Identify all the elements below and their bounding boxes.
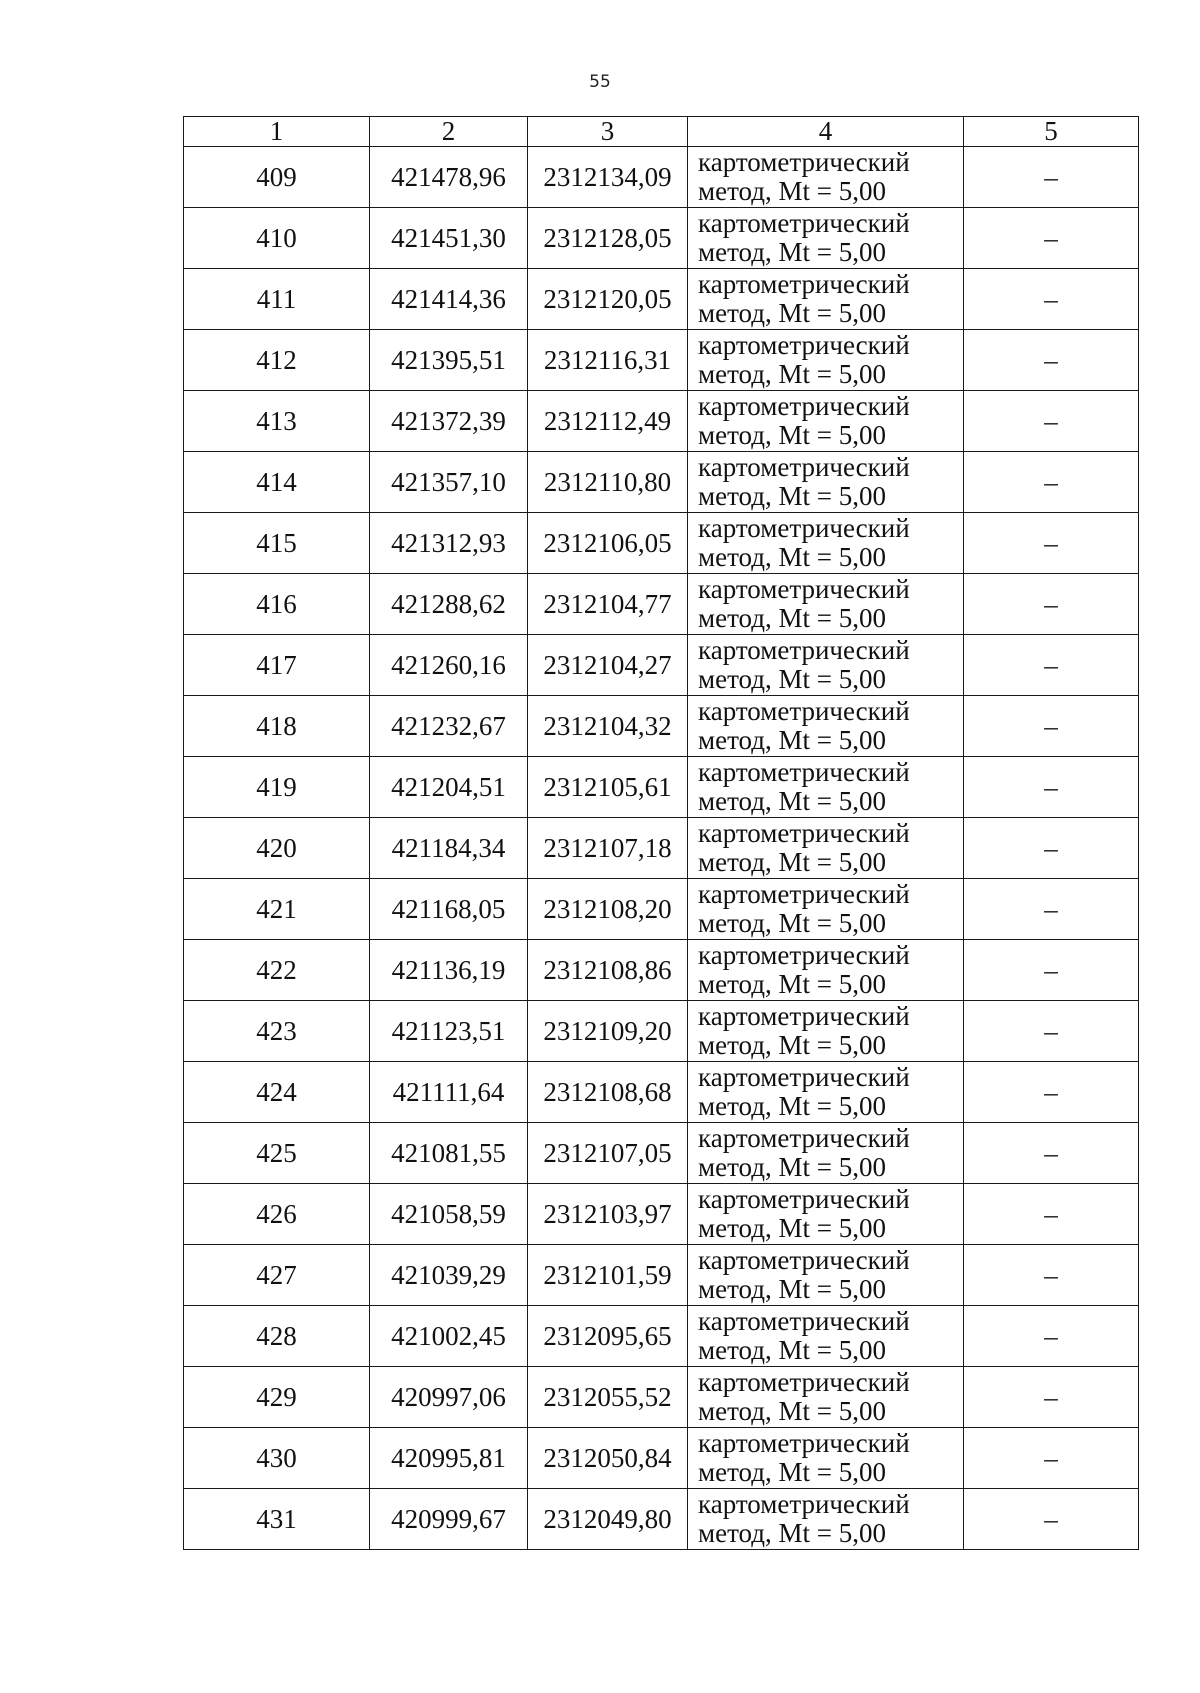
description-cell: – [964, 1123, 1139, 1184]
method-text-line1: картометрический [698, 391, 910, 421]
method-text-line2: метод, Mt = 5,00 [698, 420, 886, 450]
method-text-line2: метод, Mt = 5,00 [698, 847, 886, 877]
method-text-line1: картометрический [698, 208, 910, 238]
x-coordinate-cell: 421478,96 [370, 147, 528, 208]
method-text-line1: картометрический [698, 1001, 910, 1031]
y-coordinate-cell: 2312104,32 [528, 696, 688, 757]
table-row [184, 1428, 1139, 1489]
method-text-line2: метод, Mt = 5,00 [698, 786, 886, 816]
description-cell: – [964, 208, 1139, 269]
description-cell: – [964, 1001, 1139, 1062]
point-number-cell: 422 [184, 940, 370, 1001]
method-cell [688, 879, 964, 940]
method-text-line2: метод, Mt = 5,00 [698, 1335, 886, 1365]
method-text-line2: метод, Mt = 5,00 [698, 237, 886, 267]
x-coordinate-cell: 420999,67 [370, 1489, 528, 1550]
point-number-cell: 426 [184, 1184, 370, 1245]
table-row [184, 1245, 1139, 1306]
description-cell: – [964, 757, 1139, 818]
column-header-4: 4 [688, 117, 964, 147]
method-cell [688, 330, 964, 391]
method-cell [688, 1306, 964, 1367]
method-text-line1: картометрический [698, 1184, 910, 1214]
column-header-5: 5 [964, 117, 1139, 147]
method-text-line1: картометрический [698, 940, 910, 970]
method-text-line2: метод, Mt = 5,00 [698, 176, 886, 206]
y-coordinate-cell: 2312106,05 [528, 513, 688, 574]
y-coordinate-cell: 2312049,80 [528, 1489, 688, 1550]
method-cell [688, 452, 964, 513]
method-text-line2: метод, Mt = 5,00 [698, 1396, 886, 1426]
point-number-cell: 417 [184, 635, 370, 696]
method-text-line2: метод, Mt = 5,00 [698, 1457, 886, 1487]
table-header-row [184, 117, 1139, 147]
point-number-cell: 423 [184, 1001, 370, 1062]
y-coordinate-cell: 2312101,59 [528, 1245, 688, 1306]
point-number-cell: 409 [184, 147, 370, 208]
table-row [184, 452, 1139, 513]
description-cell: – [964, 1062, 1139, 1123]
x-coordinate-cell: 421058,59 [370, 1184, 528, 1245]
description-cell: – [964, 269, 1139, 330]
y-coordinate-cell: 2312134,09 [528, 147, 688, 208]
x-coordinate-cell: 421372,39 [370, 391, 528, 452]
x-coordinate-cell: 421451,30 [370, 208, 528, 269]
method-text-line1: картометрический [698, 452, 910, 482]
method-cell [688, 1062, 964, 1123]
table-body [184, 147, 1139, 1550]
x-coordinate-cell: 421288,62 [370, 574, 528, 635]
method-cell [688, 940, 964, 1001]
method-text-line2: метод, Mt = 5,00 [698, 725, 886, 755]
method-text-line1: картометрический [698, 1062, 910, 1092]
method-text-line1: картометрический [698, 330, 910, 360]
description-cell: – [964, 513, 1139, 574]
method-text-line1: картометрический [698, 757, 910, 787]
method-cell [688, 696, 964, 757]
point-number-cell: 411 [184, 269, 370, 330]
coordinates-table [183, 116, 1139, 1550]
x-coordinate-cell: 421168,05 [370, 879, 528, 940]
method-text-line2: метод, Mt = 5,00 [698, 603, 886, 633]
description-cell: – [964, 452, 1139, 513]
column-header-2: 2 [370, 117, 528, 147]
y-coordinate-cell: 2312128,05 [528, 208, 688, 269]
y-coordinate-cell: 2312107,18 [528, 818, 688, 879]
y-coordinate-cell: 2312116,31 [528, 330, 688, 391]
method-text-line2: метод, Mt = 5,00 [698, 664, 886, 694]
x-coordinate-cell: 421414,36 [370, 269, 528, 330]
y-coordinate-cell: 2312120,05 [528, 269, 688, 330]
description-cell: – [964, 147, 1139, 208]
point-number-cell: 416 [184, 574, 370, 635]
method-text-line1: картометрический [698, 1367, 910, 1397]
y-coordinate-cell: 2312055,52 [528, 1367, 688, 1428]
point-number-cell: 421 [184, 879, 370, 940]
method-cell [688, 574, 964, 635]
description-cell: – [964, 574, 1139, 635]
method-text-line1: картометрический [698, 269, 910, 299]
table-row [184, 208, 1139, 269]
method-text-line1: картометрический [698, 1245, 910, 1275]
description-cell: – [964, 1367, 1139, 1428]
y-coordinate-cell: 2312110,80 [528, 452, 688, 513]
method-cell [688, 757, 964, 818]
y-coordinate-cell: 2312108,86 [528, 940, 688, 1001]
method-text-line2: метод, Mt = 5,00 [698, 1213, 886, 1243]
x-coordinate-cell: 421002,45 [370, 1306, 528, 1367]
point-number-cell: 412 [184, 330, 370, 391]
point-number-cell: 427 [184, 1245, 370, 1306]
y-coordinate-cell: 2312050,84 [528, 1428, 688, 1489]
table-row [184, 1001, 1139, 1062]
table-row [184, 269, 1139, 330]
table-row [184, 1184, 1139, 1245]
x-coordinate-cell: 421357,10 [370, 452, 528, 513]
y-coordinate-cell: 2312109,20 [528, 1001, 688, 1062]
point-number-cell: 428 [184, 1306, 370, 1367]
method-cell [688, 513, 964, 574]
x-coordinate-cell: 421081,55 [370, 1123, 528, 1184]
description-cell: – [964, 1184, 1139, 1245]
point-number-cell: 415 [184, 513, 370, 574]
y-coordinate-cell: 2312104,77 [528, 574, 688, 635]
description-cell: – [964, 940, 1139, 1001]
x-coordinate-cell: 421184,34 [370, 818, 528, 879]
y-coordinate-cell: 2312112,49 [528, 391, 688, 452]
method-text-line1: картометрический [698, 574, 910, 604]
method-cell [688, 391, 964, 452]
table-row [184, 513, 1139, 574]
x-coordinate-cell: 421232,67 [370, 696, 528, 757]
method-text-line1: картометрический [698, 1428, 910, 1458]
column-header-3: 3 [528, 117, 688, 147]
table-row [184, 1367, 1139, 1428]
y-coordinate-cell: 2312108,68 [528, 1062, 688, 1123]
table-row [184, 1062, 1139, 1123]
page-number: 55 [589, 72, 611, 92]
method-text-line1: картометрический [698, 879, 910, 909]
x-coordinate-cell: 421136,19 [370, 940, 528, 1001]
method-text-line1: картометрический [698, 1489, 910, 1519]
method-cell [688, 1489, 964, 1550]
y-coordinate-cell: 2312095,65 [528, 1306, 688, 1367]
x-coordinate-cell: 421260,16 [370, 635, 528, 696]
description-cell: – [964, 1306, 1139, 1367]
description-cell: – [964, 330, 1139, 391]
method-cell [688, 818, 964, 879]
table-row [184, 1306, 1139, 1367]
method-text-line2: метод, Mt = 5,00 [698, 298, 886, 328]
method-text-line1: картометрический [698, 818, 910, 848]
column-header-1: 1 [184, 117, 370, 147]
point-number-cell: 429 [184, 1367, 370, 1428]
method-text-line1: картометрический [698, 147, 910, 177]
description-cell: – [964, 1245, 1139, 1306]
method-text-line1: картометрический [698, 513, 910, 543]
table-row [184, 1123, 1139, 1184]
table-row [184, 940, 1139, 1001]
description-cell: – [964, 818, 1139, 879]
table-row [184, 1489, 1139, 1550]
method-cell [688, 1428, 964, 1489]
y-coordinate-cell: 2312103,97 [528, 1184, 688, 1245]
table-row [184, 879, 1139, 940]
point-number-cell: 420 [184, 818, 370, 879]
point-number-cell: 418 [184, 696, 370, 757]
table-row [184, 330, 1139, 391]
table-row [184, 391, 1139, 452]
x-coordinate-cell: 421395,51 [370, 330, 528, 391]
method-text-line2: метод, Mt = 5,00 [698, 1152, 886, 1182]
point-number-cell: 424 [184, 1062, 370, 1123]
method-cell [688, 1123, 964, 1184]
description-cell: – [964, 1489, 1139, 1550]
x-coordinate-cell: 421204,51 [370, 757, 528, 818]
method-text-line1: картометрический [698, 1123, 910, 1153]
x-coordinate-cell: 421123,51 [370, 1001, 528, 1062]
method-text-line1: картометрический [698, 696, 910, 726]
y-coordinate-cell: 2312104,27 [528, 635, 688, 696]
point-number-cell: 419 [184, 757, 370, 818]
point-number-cell: 410 [184, 208, 370, 269]
method-text-line2: метод, Mt = 5,00 [698, 1274, 886, 1304]
table-row [184, 818, 1139, 879]
table-row [184, 696, 1139, 757]
y-coordinate-cell: 2312108,20 [528, 879, 688, 940]
method-text-line1: картометрический [698, 635, 910, 665]
y-coordinate-cell: 2312105,61 [528, 757, 688, 818]
method-cell [688, 1001, 964, 1062]
point-number-cell: 414 [184, 452, 370, 513]
y-coordinate-cell: 2312107,05 [528, 1123, 688, 1184]
point-number-cell: 413 [184, 391, 370, 452]
method-cell [688, 1184, 964, 1245]
method-text-line2: метод, Mt = 5,00 [698, 542, 886, 572]
x-coordinate-cell: 420997,06 [370, 1367, 528, 1428]
point-number-cell: 430 [184, 1428, 370, 1489]
description-cell: – [964, 391, 1139, 452]
method-text-line2: метод, Mt = 5,00 [698, 1091, 886, 1121]
description-cell: – [964, 635, 1139, 696]
point-number-cell: 425 [184, 1123, 370, 1184]
description-cell: – [964, 1428, 1139, 1489]
x-coordinate-cell: 421312,93 [370, 513, 528, 574]
method-cell [688, 208, 964, 269]
x-coordinate-cell: 420995,81 [370, 1428, 528, 1489]
x-coordinate-cell: 421111,64 [370, 1062, 528, 1123]
description-cell: – [964, 696, 1139, 757]
table-row [184, 757, 1139, 818]
method-cell [688, 635, 964, 696]
method-text-line2: метод, Mt = 5,00 [698, 1518, 886, 1548]
table-row [184, 635, 1139, 696]
point-number-cell: 431 [184, 1489, 370, 1550]
method-cell [688, 147, 964, 208]
description-cell: – [964, 879, 1139, 940]
method-cell [688, 1245, 964, 1306]
method-text-line2: метод, Mt = 5,00 [698, 908, 886, 938]
method-text-line2: метод, Mt = 5,00 [698, 1030, 886, 1060]
method-text-line2: метод, Mt = 5,00 [698, 481, 886, 511]
method-text-line2: метод, Mt = 5,00 [698, 969, 886, 999]
method-text-line2: метод, Mt = 5,00 [698, 359, 886, 389]
table-row [184, 147, 1139, 208]
x-coordinate-cell: 421039,29 [370, 1245, 528, 1306]
table-row [184, 574, 1139, 635]
method-cell [688, 1367, 964, 1428]
method-text-line1: картометрический [698, 1306, 910, 1336]
method-cell [688, 269, 964, 330]
